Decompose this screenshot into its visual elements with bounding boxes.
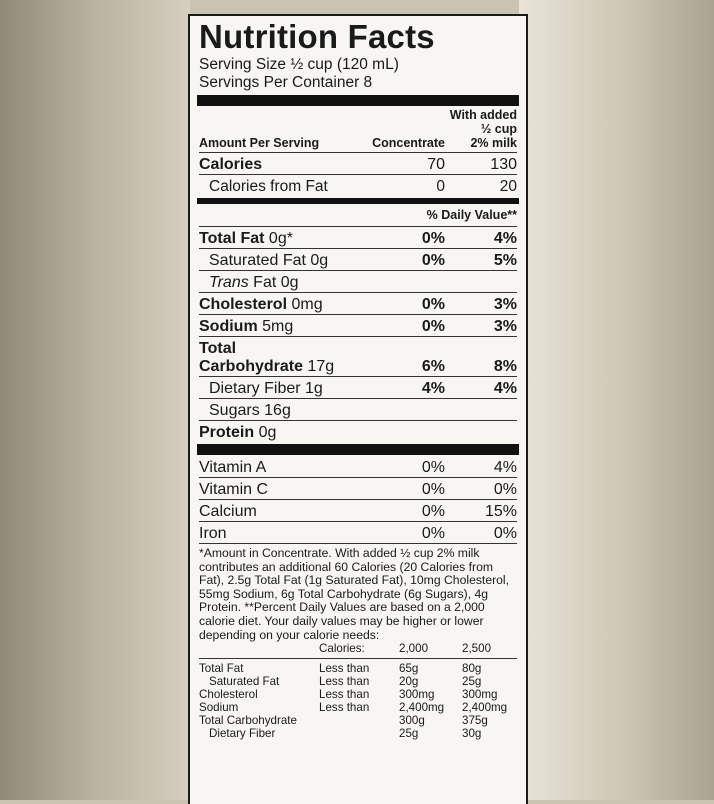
servings-per-container: Servings Per Container 8 (199, 74, 373, 91)
daily-value-header: % Daily Value** (426, 208, 517, 222)
cholesterol-amount: 0mg (287, 296, 323, 313)
dietary-fiber-dv-with-milk: 4% (493, 380, 517, 397)
cholesterol-dv-concentrate: 0% (421, 296, 445, 313)
cholesterol-dv-with-milk: 3% (493, 296, 517, 313)
trans-fat-row (199, 270, 517, 292)
background-left (0, 0, 190, 800)
serving-size: Serving Size ½ cup (120 mL) (199, 56, 399, 73)
total-fat-label: Total Fat (199, 230, 265, 247)
cholesterol-label: Cholesterol (199, 296, 288, 313)
daily-values-table (199, 642, 517, 740)
total-carb-label-line1: Total (199, 340, 237, 357)
saturated-fat-dv-concentrate: 0% (421, 252, 445, 269)
calories-concentrate: 70 (427, 156, 445, 173)
sodium-dv-with-milk: 3% (493, 318, 517, 335)
total-carb-dv-concentrate: 6% (421, 358, 445, 375)
thick-divider (197, 95, 519, 106)
table-row: Total Carbohydrate 300g 375g (199, 714, 488, 728)
list-item: Vitamin A 0% 4% (199, 459, 517, 476)
trans-fat-rest: Fat 0g (248, 274, 299, 291)
table-row: Sodium Less than 2,400mg 2,400mg (199, 701, 508, 715)
total-fat-dv-concentrate: 0% (421, 230, 445, 247)
protein-label: Protein (199, 424, 255, 441)
calories-with-milk: 130 (490, 156, 517, 173)
trans-label: Trans (209, 274, 249, 291)
saturated-fat-dv-with-milk: 5% (493, 252, 517, 269)
footnote-text: *Amount in Concentrate. With added ½ cup 2% milk contributes an additional 60 Calories (20 Calories from Fat), 2.5g Total Fat (1g Saturated Fat), 10mg Cholesterol, 55mg Sodium, 6g Total Carbohydrate (6g Sugars), 4g Protein. **Percent Daily Values are based on a 2,000 calorie diet. Your daily values may be higher or lower depending on your calorie needs: (199, 546, 510, 642)
divider-footnote (199, 543, 517, 544)
calories-from-fat-with-milk: 20 (499, 178, 517, 195)
dietary-fiber-dv-concentrate: 4% (421, 380, 445, 397)
vitamins-list (199, 455, 517, 543)
background-right (519, 0, 714, 800)
concentrate-header: Concentrate (372, 136, 445, 150)
table-row: Dietary Fiber 25g 30g (209, 727, 482, 741)
table-row: Total Fat Less than 65g 80g (199, 662, 482, 676)
calories-from-fat-row (199, 174, 517, 196)
calories-row (199, 152, 517, 174)
calories-from-fat-label: Calories from Fat (209, 178, 328, 195)
thick-divider-vitamins (197, 444, 519, 455)
total-carb-amount: 17g (303, 358, 335, 375)
protein-amount: 0g (254, 424, 277, 441)
list-item: Vitamin C 0% 0% (199, 477, 517, 499)
total-carb-label-line2: Carbohydrate (199, 358, 304, 375)
saturated-fat-row (199, 248, 517, 270)
column-header (199, 106, 517, 152)
with-milk-header: With added ½ cup 2% milk (449, 108, 517, 150)
sodium-row (199, 314, 517, 336)
total-carbohydrate-row (199, 336, 517, 376)
total-fat-row (199, 226, 517, 248)
total-carb-dv-with-milk: 8% (493, 358, 517, 375)
sodium-amount: 5mg (257, 318, 294, 335)
protein-row (199, 420, 517, 442)
nutrition-facts-panel (188, 14, 528, 804)
sugars-row (199, 398, 517, 420)
amount-per-serving-label: Amount Per Serving (199, 136, 320, 150)
total-fat-dv-with-milk: 4% (493, 230, 517, 247)
saturated-fat-label: Saturated Fat 0g (209, 252, 329, 269)
dietary-fiber-row (199, 376, 517, 398)
sodium-dv-concentrate: 0% (421, 318, 445, 335)
calories-from-fat-concentrate: 0 (436, 178, 445, 195)
panel-title: Nutrition Facts (199, 18, 435, 55)
table-row: Saturated Fat Less than 20g 25g (209, 675, 482, 689)
dietary-fiber-label: Dietary Fiber 1g (209, 380, 323, 397)
sugars-label: Sugars 16g (209, 402, 291, 419)
total-fat-amount: 0g* (264, 230, 293, 247)
list-item: Iron 0% 0% (199, 521, 517, 543)
sodium-label: Sodium (199, 318, 258, 335)
calories-label: Calories (199, 156, 263, 173)
table-row: Calories: 2,000 2,500 (319, 642, 492, 656)
table-row: Cholesterol Less than 300mg 300mg (199, 688, 498, 702)
list-item: Calcium 0% 15% (199, 499, 517, 521)
cholesterol-row (199, 292, 517, 314)
